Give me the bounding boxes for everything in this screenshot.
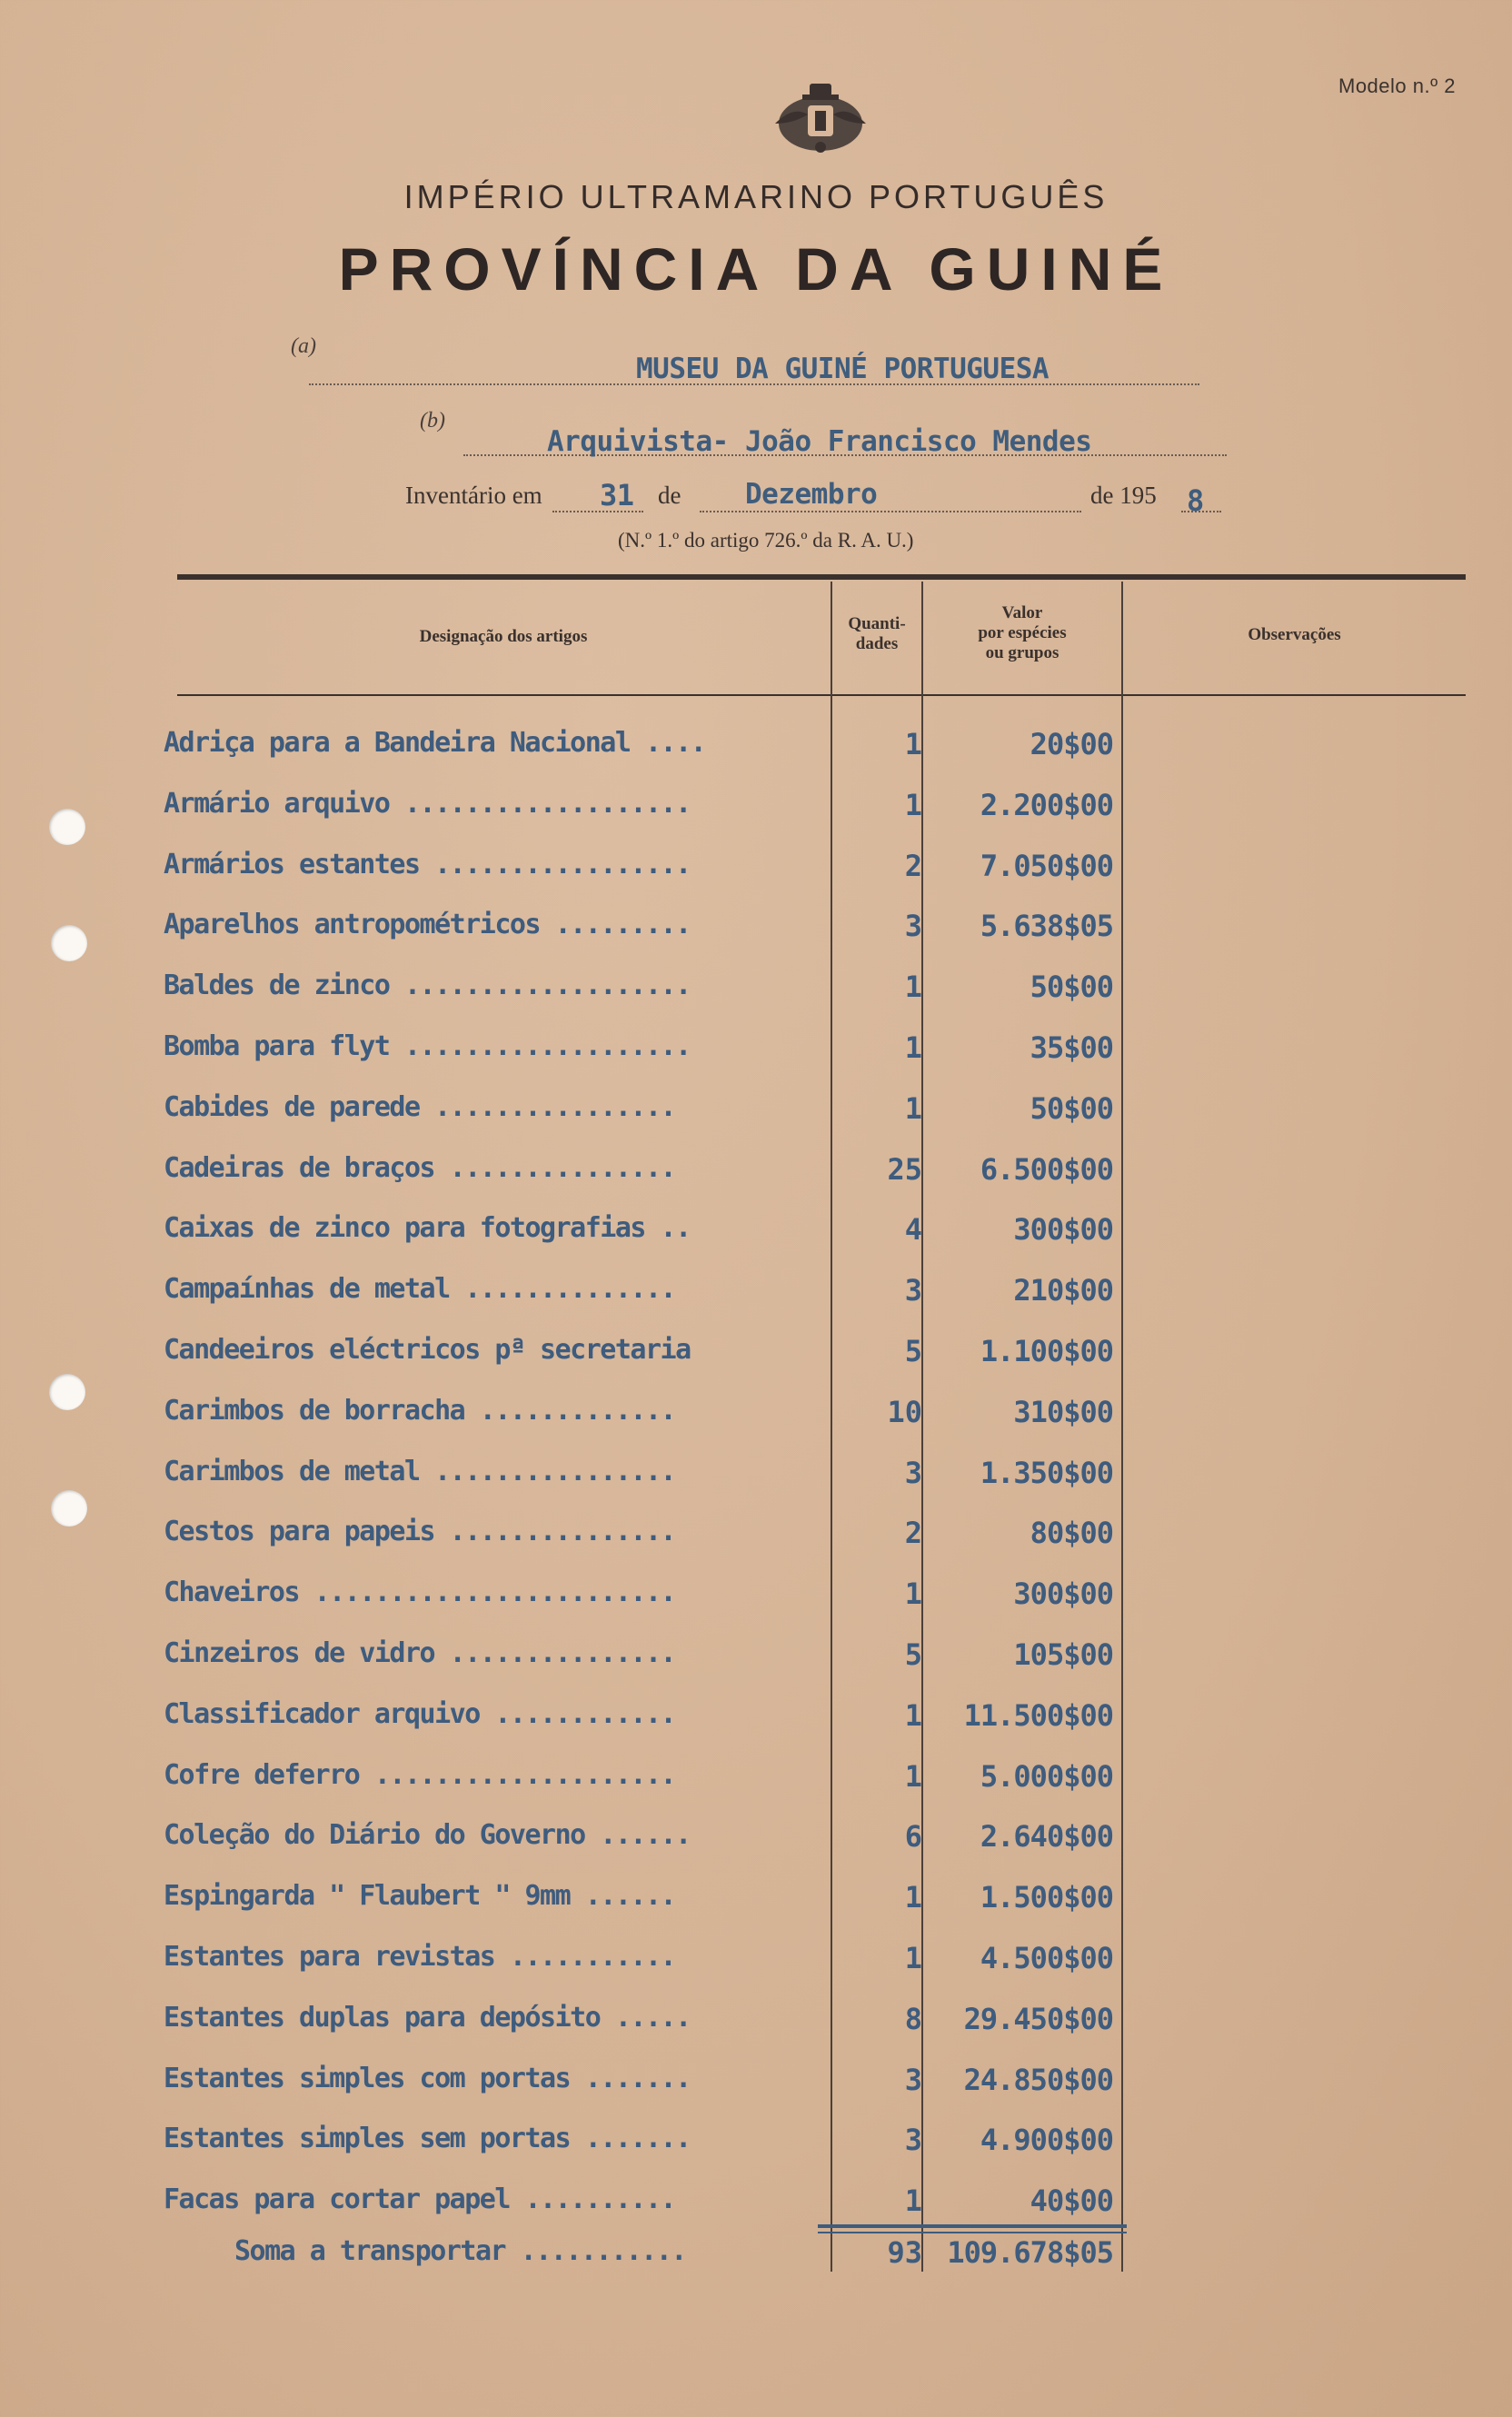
item-designation: Carimbos de metal ................: [164, 1455, 676, 1487]
table-row: [0, 1395, 1512, 1455]
item-quantity: 2: [904, 848, 922, 883]
form-model-number: Modelo n.º 2: [1338, 75, 1456, 97]
item-quantity: 1: [904, 1758, 922, 1794]
item-designation: Armário arquivo ...................: [164, 787, 691, 820]
item-designation: Aparelhos antropométricos .........: [164, 909, 691, 941]
column-header-value-line1: Valor: [1001, 603, 1043, 622]
item-value: 24.850$00: [963, 2062, 1113, 2097]
item-designation: Armários estantes .................: [164, 848, 691, 880]
item-quantity: 1: [904, 1090, 922, 1126]
item-quantity: 1: [904, 2183, 922, 2219]
item-value: 20$00: [1030, 727, 1113, 761]
table-row: [0, 1334, 1512, 1394]
item-quantity: 3: [904, 2123, 922, 2158]
table-row: [0, 727, 1512, 787]
table-row: [0, 1637, 1512, 1697]
column-header-designation: Designação dos artigos: [419, 627, 588, 646]
item-value: 210$00: [1013, 1273, 1113, 1308]
item-designation: Espingarda " Flaubert " 9mm ......: [164, 1880, 676, 1913]
item-designation: Baldes de zinco ...................: [164, 970, 691, 1002]
item-designation: Adriça para a Bandeira Nacional ....: [164, 727, 706, 759]
item-designation: Bomba para flyt ...................: [164, 1030, 691, 1062]
item-designation: Estantes simples com portas .......: [164, 2062, 691, 2094]
item-designation: Estantes simples sem portas .......: [164, 2123, 691, 2155]
table-row: [0, 1030, 1512, 1090]
table-row: [0, 1516, 1512, 1576]
punch-hole: [49, 1374, 85, 1410]
item-quantity: 3: [904, 1273, 922, 1308]
total-double-rule-1: [818, 2224, 1127, 2228]
table-row: [0, 1212, 1512, 1272]
column-header-value-line2: por espécies: [978, 623, 1067, 642]
item-quantity: 4: [904, 1212, 922, 1248]
item-quantity: 1: [904, 787, 922, 822]
item-quantity: 1: [904, 1577, 922, 1612]
mark-a: (a): [291, 334, 316, 358]
item-designation: Facas para cortar papel ..........: [164, 2183, 676, 2216]
item-value: 7.050$00: [980, 848, 1113, 883]
total-row: [0, 2235, 1512, 2295]
item-value: 40$00: [1030, 2183, 1113, 2219]
item-quantity: 1: [904, 1941, 922, 1975]
item-quantity: 3: [904, 1455, 922, 1490]
item-quantity: 3: [904, 2062, 922, 2097]
item-value: 2.640$00: [980, 1819, 1113, 1855]
item-designation: Cofre deferro ....................: [164, 1758, 676, 1791]
item-quantity: 1: [904, 1880, 922, 1915]
item-value: 105$00: [1013, 1637, 1113, 1672]
item-value: 6.500$00: [980, 1151, 1113, 1187]
item-designation: Coleção do Diário do Governo ......: [164, 1819, 691, 1852]
total-value: 109.678$05: [947, 2235, 1113, 2270]
inventory-label: Inventário em: [405, 482, 542, 509]
total-quantity: 93: [887, 2235, 922, 2270]
table-row: [0, 1456, 1512, 1516]
item-quantity: 2: [904, 1516, 922, 1551]
table-row: [0, 2123, 1512, 2183]
item-value: 300$00: [1013, 1577, 1113, 1612]
mark-b: (b): [420, 409, 445, 433]
table-row: [0, 970, 1512, 1029]
table-row: [0, 849, 1512, 909]
year-digit: 8: [1187, 483, 1204, 518]
item-value: 1.100$00: [980, 1334, 1113, 1368]
item-quantity: 5: [904, 1334, 922, 1368]
responsible-name: Arquivista- João Francisco Mendes: [547, 425, 1092, 458]
inventory-day: 31: [600, 478, 634, 512]
table-row: [0, 2002, 1512, 2062]
table-row: [0, 909, 1512, 969]
item-value: 5.000$00: [980, 1758, 1113, 1794]
table-row: [0, 1941, 1512, 2001]
item-quantity: 1: [904, 1030, 922, 1065]
item-value: 4.500$00: [980, 1941, 1113, 1975]
total-label: Soma a transportar ...........: [234, 2235, 686, 2267]
item-quantity: 25: [887, 1151, 922, 1187]
item-quantity: 3: [904, 909, 922, 944]
table-row: [0, 1152, 1512, 1212]
item-designation: Cestos para papeis ...............: [164, 1516, 676, 1548]
item-designation: Caixas de zinco para fotografias ..: [164, 1212, 691, 1245]
item-quantity: 8: [904, 2001, 922, 2036]
item-quantity: 1: [904, 970, 922, 1005]
item-value: 2.200$00: [980, 787, 1113, 822]
item-value: 35$00: [1030, 1030, 1113, 1065]
item-value: 5.638$05: [980, 909, 1113, 944]
punch-hole: [51, 1490, 87, 1527]
item-value: 300$00: [1013, 1212, 1113, 1248]
item-designation: Campaínhas de metal ..............: [164, 1273, 676, 1306]
item-designation: Cabides de parede ................: [164, 1090, 676, 1123]
item-value: 11.500$00: [963, 1697, 1113, 1733]
item-quantity: 6: [904, 1819, 922, 1855]
punch-hole: [51, 925, 87, 961]
item-value: 1.500$00: [980, 1880, 1113, 1915]
item-quantity: 5: [904, 1637, 922, 1672]
item-value: 4.900$00: [980, 2123, 1113, 2158]
province-title: PROVÍNCIA DA GUINÉ: [338, 235, 1174, 303]
item-value: 50$00: [1030, 970, 1113, 1005]
item-quantity: 1: [904, 1697, 922, 1733]
item-designation: Cadeiras de braços ...............: [164, 1151, 676, 1184]
table-row: [0, 1698, 1512, 1758]
item-designation: Estantes para revistas ...........: [164, 1941, 676, 1973]
table-row: [0, 1273, 1512, 1333]
de-year-label: de 195: [1090, 482, 1157, 509]
item-designation: Cinzeiros de vidro ...............: [164, 1637, 676, 1669]
entity-name: MUSEU DA GUINÉ PORTUGUESA: [636, 353, 1049, 385]
item-designation: Estantes duplas para depósito .....: [164, 2001, 691, 2034]
legal-reference: (N.º 1.º do artigo 726.º da R. A. U.): [618, 529, 914, 552]
table-row: [0, 1577, 1512, 1636]
table-row: [0, 1091, 1512, 1151]
de-label-1: de: [658, 482, 681, 509]
table-row: [0, 1759, 1512, 1819]
item-designation: Chaveiros ........................: [164, 1577, 676, 1609]
inventory-month: Dezembro: [745, 478, 878, 511]
column-header-value-line3: ou grupos: [985, 643, 1059, 662]
item-value: 310$00: [1013, 1394, 1113, 1429]
column-header-quantities-text: Quanti-dades: [848, 614, 906, 653]
item-quantity: 1: [904, 727, 922, 761]
empire-title: IMPÉRIO ULTRAMARINO PORTUGUÊS: [403, 178, 1109, 215]
table-row: [0, 1880, 1512, 1940]
item-value: 29.450$00: [963, 2001, 1113, 2036]
item-designation: Classificador arquivo ............: [164, 1697, 676, 1730]
punch-hole: [49, 809, 85, 845]
table-row: [0, 1819, 1512, 1879]
item-value: 80$00: [1030, 1516, 1113, 1551]
item-designation: Carimbos de borracha .............: [164, 1394, 676, 1427]
total-double-rule-2: [818, 2232, 1127, 2233]
column-header-observations: Observações: [1248, 625, 1341, 644]
item-quantity: 10: [887, 1394, 922, 1429]
item-value: 1.350$00: [980, 1455, 1113, 1490]
table-row: [0, 2063, 1512, 2123]
item-value: 50$00: [1030, 1090, 1113, 1126]
item-designation: Candeeiros eléctricos pª secretaria: [164, 1334, 691, 1366]
table-row: [0, 788, 1512, 848]
